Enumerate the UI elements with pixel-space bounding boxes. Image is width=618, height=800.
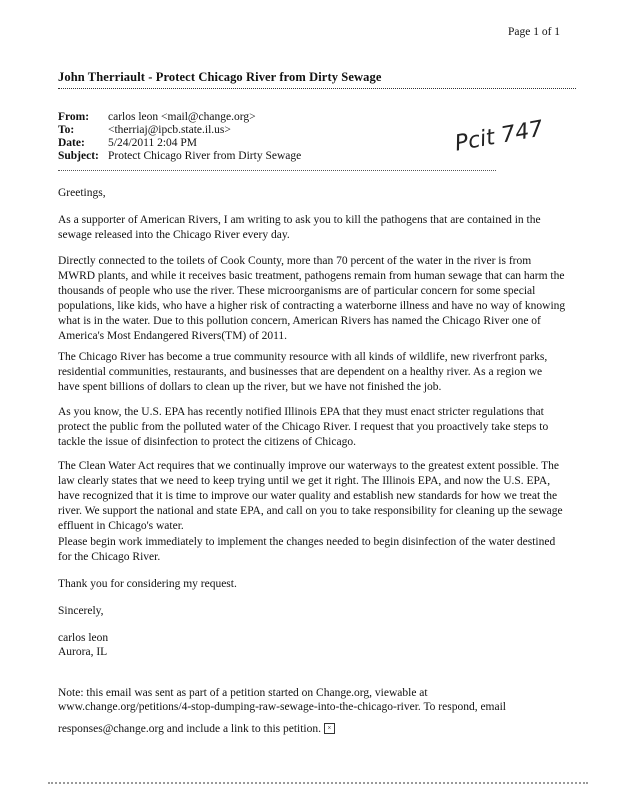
paragraph-6: Please begin work immediately to implement the changes needed to begin disinfection of the water destined for the Chicago River. (58, 536, 556, 563)
signature-name: carlos leon (58, 632, 109, 644)
handwritten-exhibit-note: Pcit 747 (453, 116, 546, 157)
subject-value: Protect Chicago River from Dirty Sewage (108, 150, 302, 162)
paragraph-5: The Clean Water Act requires that we continually improve our waterways to the greatest extent possible. The law clearly states that we need to keep trying until we get it right. The Illinois EPA, and now the U.S. EPA, have recognized that it is time to improve our water quality and establish new standards for how we treat the river. We support the national and state EPA, and call on you to take responsibility for cleaning up the sewage effluent in Chicago's water. (58, 460, 563, 532)
date-label: Date: (58, 137, 85, 149)
broken-image-icon: × (324, 723, 335, 734)
paragraph-4: As you know, the U.S. EPA has recently notified Illinois EPA that they must enact stricter regulations that protect the public from the polluted water of the Chicago River. I request that you proactively take steps to tackle the issue of disinfection to protect the citizens of Chicago. (58, 406, 549, 448)
paragraph-3: The Chicago River has become a true community resource with all kinds of wildlife, new riverfront parks, residential communities, restaurants, and businesses that are dependent on a healthy river. As a region we have spent billions of dollars to clean up the river, but we have not finished the job. (58, 351, 548, 393)
to-value: <therriaj@ipcb.state.il.us> (108, 124, 231, 136)
paragraph-1: As a supporter of American Rivers, I am writing to ask you to kill the pathogens that are contained in the sewage released into the Chicago River every day. (58, 214, 541, 241)
responses-email-text[interactable]: responses@change.org and include a link to this petition. (58, 723, 322, 735)
to-row (58, 124, 231, 136)
to-label: To: (58, 124, 75, 136)
greeting: Greetings, (58, 187, 106, 199)
signature-city: Aurora, IL (58, 646, 108, 658)
from-value: carlos leon <mail@change.org> (108, 111, 256, 123)
note-line-1: Note: this email was sent as part of a petition started on Change.org, viewable at (58, 687, 428, 699)
petition-link[interactable]: www.change.org/petitions/4-stop-dumping-raw-sewage-into-the-chicago-river. To respond, email (58, 701, 506, 713)
subject-row (58, 150, 301, 162)
title-divider (58, 88, 576, 89)
page-number: Page 1 of 1 (508, 26, 561, 38)
header-divider (58, 170, 496, 171)
footer-divider (48, 782, 588, 784)
paragraph-7: Thank you for considering my request. (58, 578, 237, 590)
email-title: John Therriault - Protect Chicago River from Dirty Sewage (58, 70, 382, 84)
date-row (58, 137, 197, 149)
from-row (58, 111, 256, 123)
paragraph-2: Directly connected to the toilets of Cook County, more than 70 percent of the water in the river is from MWRD plants, and while it receives basic treatment, pathogens remain from human sewage that can harm the thousands of people who use the river. These microorganisms are of particular concern for some special populations, like kids, who have a higher risk of contracting a waterborne illness and have no way of knowing what is in the water. Due to this pollution concern, American Rivers has named the Chicago River one of America's Most Endangered Rivers(TM) of 2011. (58, 255, 566, 342)
from-label: From: (58, 111, 90, 123)
date-value: 5/24/2011 2:04 PM (108, 137, 198, 149)
closing: Sincerely, (58, 605, 104, 617)
subject-label: Subject: (58, 150, 99, 162)
note-line-3 (58, 722, 566, 737)
